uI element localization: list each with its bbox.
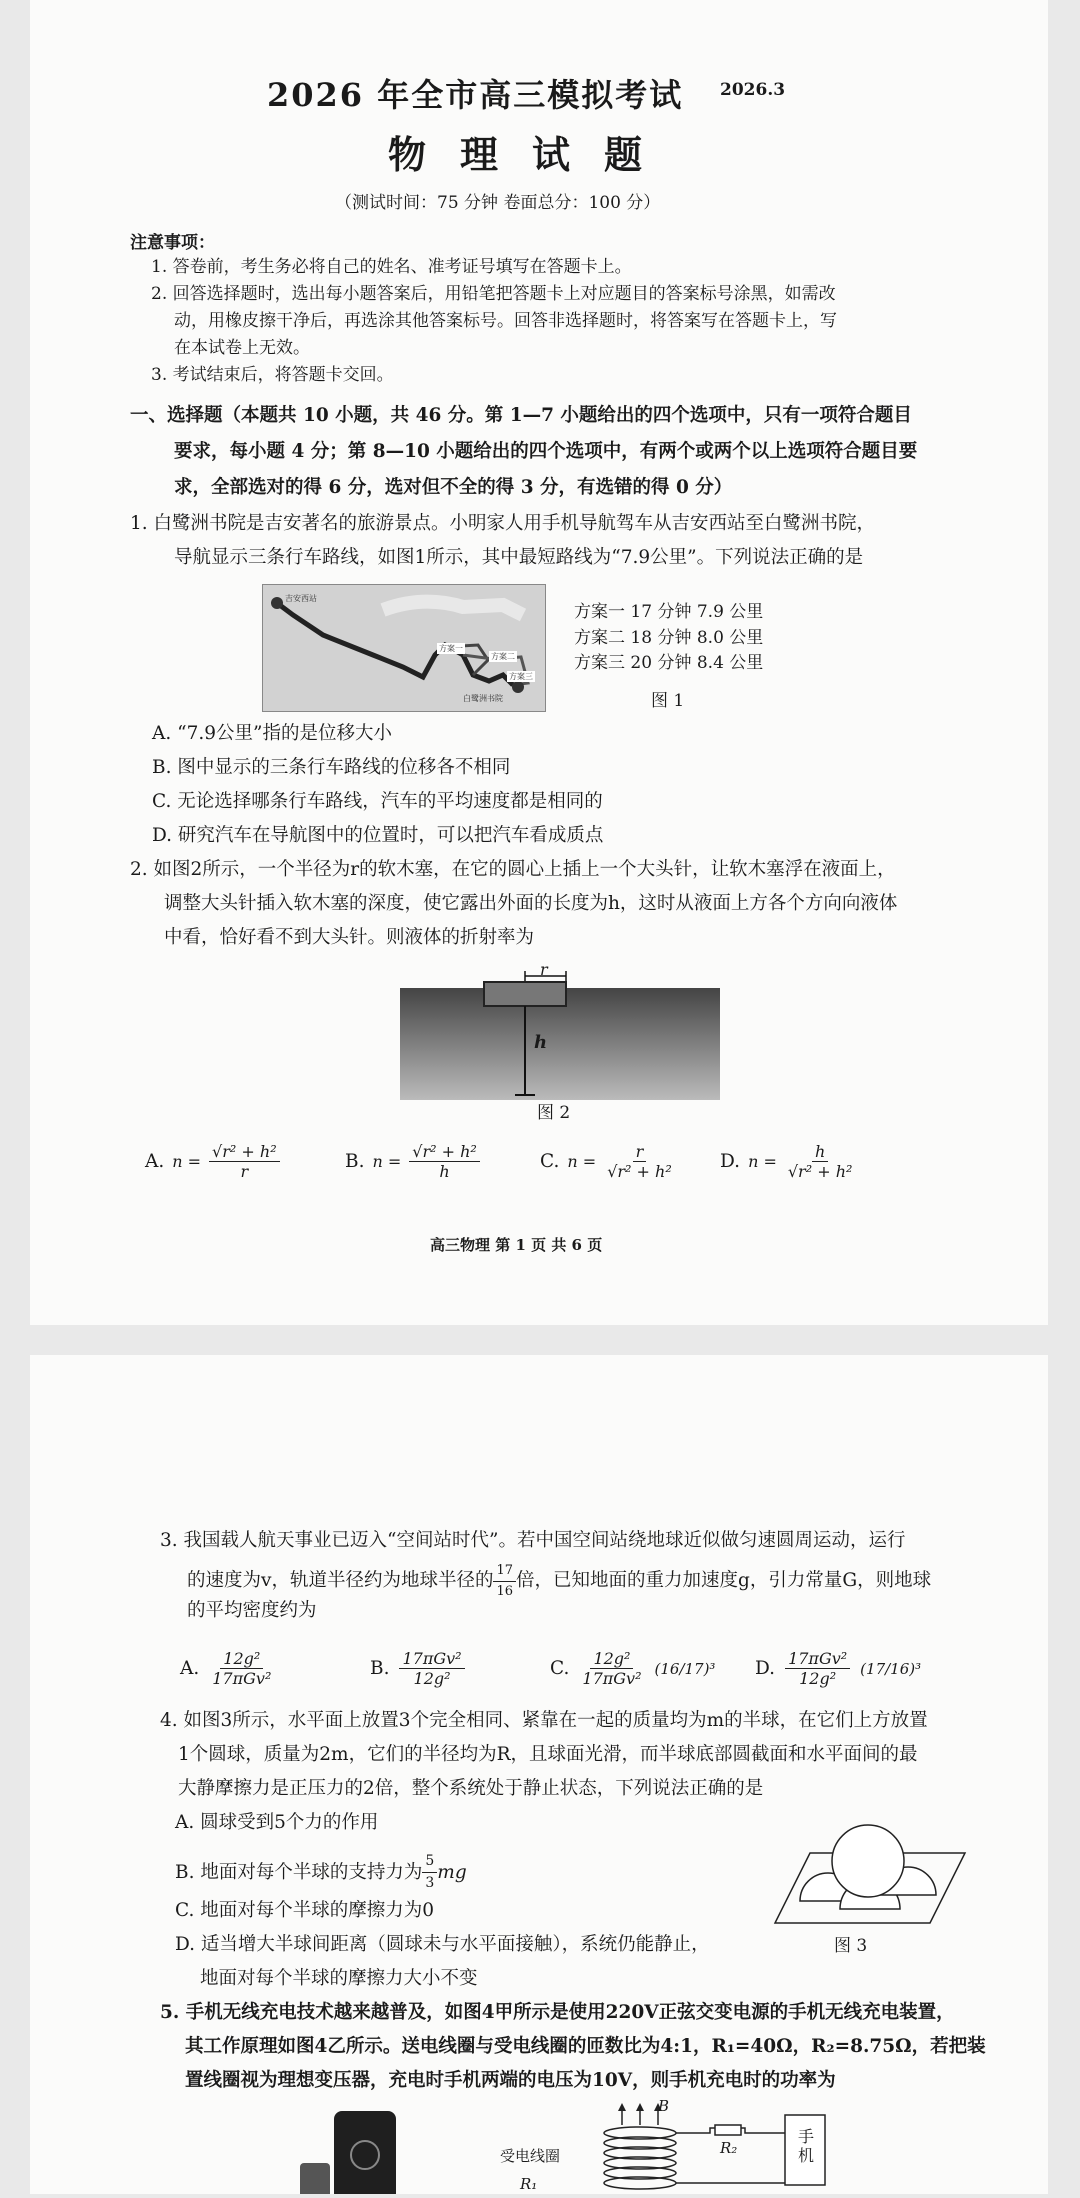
q1-option: C. 无论选择哪条行车路线，汽车的平均速度都是相同的 bbox=[152, 791, 603, 812]
charger-base bbox=[300, 2163, 330, 2194]
route-item: 方案三 20 分钟 8.4 公里 bbox=[574, 653, 764, 673]
map-label-plan1: 方案一 bbox=[439, 644, 463, 653]
figure-2-cork-diagram bbox=[400, 960, 720, 1100]
label-h: h bbox=[534, 1032, 548, 1053]
phone-image bbox=[334, 2111, 396, 2194]
label-R2: R₂ bbox=[720, 2139, 738, 2157]
page-footer: 高三物理 第 1 页 共 6 页 bbox=[430, 1236, 603, 1254]
section-heading-line: 一、选择题（本题共 10 小题，共 46 分。第 1—7 小题给出的四个选项中，只有一项符合题目 bbox=[130, 405, 912, 426]
label-phone: 手机 bbox=[798, 2127, 815, 2166]
q2-option-c: C. n = $\frac{r}{\text{√r² + h²}}$ bbox=[540, 1142, 672, 1181]
figure-2-caption: 图 2 bbox=[537, 1103, 571, 1123]
receiving-coil bbox=[604, 2127, 676, 2189]
exam-page-2 bbox=[30, 1355, 1048, 2194]
label-r: r bbox=[540, 960, 548, 979]
q3-option-c: C. $\frac{\text{12g²}}{\text{17πGv²}}$ (16/17)³ bbox=[550, 1649, 716, 1688]
q1-option: D. 研究汽车在导航图中的位置时，可以把汽车看成质点 bbox=[152, 825, 604, 846]
q2-stem-line: 调整大头针插入软木塞的深度，使它露出外面的长度为h，这时从液面上方各个方向向液体 bbox=[164, 893, 898, 914]
q3-stem-line-2: 的速度为v，轨道半径约为地球半径的 $\frac{17}{16}$ 倍，已知地面的重力加速度g，引力常量G，则地球 bbox=[187, 1561, 931, 1601]
figure-1-caption: 图 1 bbox=[651, 691, 685, 711]
note-line: 1. 答卷前，考生务必将自己的姓名、准考证号填写在答题卡上。 bbox=[151, 257, 632, 277]
figure-4a-phone-charger bbox=[290, 2103, 440, 2194]
figure-3-caption: 图 3 bbox=[834, 1936, 868, 1956]
figure-4b-circuit bbox=[500, 2097, 870, 2194]
route-item: 方案一 17 分钟 7.9 公里 bbox=[574, 602, 764, 622]
label-B: B bbox=[658, 2097, 670, 2115]
q2-stem-line: 中看，恰好看不到大头针。则液体的折射率为 bbox=[164, 927, 535, 948]
q4-option: D. 适当增大半球间距离（圆球未与水平面接触），系统仍能静止， bbox=[175, 1934, 710, 1955]
circuit-svg bbox=[510, 2103, 870, 2194]
q5-stem-line: 其工作原理如图4乙所示。送电线圈与受电线圈的匝数比为4:1，R₁=40Ω，R₂=8.75Ω，若把装 bbox=[185, 2036, 986, 2057]
start-marker bbox=[271, 597, 283, 609]
q5-stem-line: 置线圈视为理想变压器，充电时手机两端的电压为10V，则手机充电时的功率为 bbox=[185, 2070, 836, 2091]
label-coil: 受电线圈 bbox=[500, 2147, 561, 2165]
resistor-r2 bbox=[715, 2125, 741, 2135]
map-label-end: 白鹭洲书院 bbox=[463, 694, 503, 703]
note-line: 在本试卷上无效。 bbox=[174, 338, 310, 358]
q4-stem-line: 1个圆球，质量为2m，它们的半径均为R，且球面光滑，而半球底部圆截面和水平面间的最 bbox=[178, 1744, 918, 1765]
exam-date: 2026.3 bbox=[720, 80, 786, 100]
q1-option: B. 图中显示的三条行车路线的位移各不相同 bbox=[152, 757, 511, 778]
q1-stem-line: 导航显示三条行车路线，如图1所示，其中最短路线为“7.9公里”。下列说法正确的是 bbox=[174, 547, 864, 568]
label-R1: R₁ bbox=[520, 2175, 538, 2193]
q3-stem-line: 3. 我国载人航天事业已迈入“空间站时代”。若中国空间站绕地球近似做匀速圆周运动，运行 bbox=[160, 1530, 906, 1551]
q2-option-d: D. n = $\frac{h}{\text{√r² + h²}}$ bbox=[720, 1142, 853, 1181]
hemispheres-svg bbox=[770, 1813, 970, 1925]
route-list bbox=[574, 600, 763, 677]
q1-stem-line: 1. 白鹭洲书院是吉安著名的旅游景点。小明家人用手机导航驾车从吉安西站至白鹭洲书院， bbox=[130, 513, 876, 534]
q3-stem-line: 的平均密度约为 bbox=[187, 1600, 317, 1621]
q2-stem-line: 2. 如图2所示，一个半径为r的软木塞，在它的圆心上插上一个大头针，让软木塞浮在液面上， bbox=[130, 859, 896, 880]
navigation-map-figure bbox=[262, 584, 546, 712]
note-line: 3. 考试结束后，将答题卡交回。 bbox=[151, 365, 394, 385]
q3-option-a: A. $\frac{\text{12g²}}{\text{17πGv²}}$ bbox=[180, 1649, 272, 1688]
exam-title: 2026 年全市高三模拟考试 bbox=[267, 76, 684, 114]
q4-option: A. 圆球受到5个力的作用 bbox=[175, 1812, 379, 1833]
cork bbox=[484, 982, 566, 1006]
ball bbox=[832, 1825, 904, 1897]
q3-option-b: B. $\frac{\text{17πGv²}}{\text{12g²}}$ bbox=[370, 1649, 465, 1688]
q3-option-d: D. $\frac{\text{17πGv²}}{\text{12g²}}$ (17/16)³ bbox=[755, 1649, 922, 1688]
q4-stem-line: 4. 如图3所示，水平面上放置3个完全相同、紧靠在一起的质量均为m的半球，在它们上方放置 bbox=[160, 1710, 928, 1731]
exam-info: （测试时间：75 分钟 卷面总分：100 分） bbox=[335, 193, 661, 213]
end-marker bbox=[512, 681, 524, 693]
subject-title: 物理试题 bbox=[388, 132, 677, 177]
q4-stem-line: 大静摩擦力是正压力的2倍，整个系统处于静止状态，下列说法正确的是 bbox=[178, 1778, 764, 1799]
map-label-plan2: 方案二 bbox=[491, 652, 515, 661]
notes-heading: 注意事项： bbox=[130, 233, 215, 253]
figure-3-hemispheres bbox=[770, 1813, 970, 1925]
q3-ratio-fraction: $\frac{17}{16}$ bbox=[493, 1561, 516, 1601]
exam-page-1 bbox=[30, 0, 1048, 1325]
q2-option-b: B. n = $\frac{\text{√r² + h²}}{h}$ bbox=[345, 1142, 480, 1181]
q1-option: A. “7.9公里”指的是位移大小 bbox=[152, 723, 392, 744]
note-line: 2. 回答选择题时，选出每小题答案后，用铅笔把答题卡上对应题目的答案标号涂黑，如需改 bbox=[151, 284, 836, 304]
section-heading-line: 要求，每小题 4 分；第 8—10 小题给出的四个选项中，有两个或两个以上选项符合题目要 bbox=[174, 441, 918, 462]
q4-option-b: B. 地面对每个半球的支持力为 $\frac{5}{3}$ mg bbox=[175, 1853, 467, 1891]
q2-option-a: A. n = $\frac{\text{√r² + h²}}{r}$ bbox=[145, 1142, 280, 1181]
cork-liquid-svg bbox=[400, 970, 720, 1100]
route-item: 方案二 18 分钟 8.0 公里 bbox=[574, 627, 764, 648]
section-heading-line: 求，全部选对的得 6 分，选对但不全的得 3 分，有选错的得 0 分） bbox=[174, 477, 733, 498]
phone-charger-svg bbox=[290, 2103, 440, 2194]
note-line: 动，用橡皮擦干净后，再选涂其他答案标号。回答非选择题时，将答案写在答题卡上，写 bbox=[174, 311, 837, 331]
map-label-plan3: 方案三 bbox=[509, 672, 533, 681]
q5-stem-line: 5. 手机无线充电技术越来越普及，如图4甲所示是使用220V正弦交变电源的手机无线充电装置， bbox=[160, 2002, 955, 2023]
map-label-start: 吉安西站 bbox=[285, 594, 317, 603]
q4-option-continued: 地面对每个半球的摩擦力大小不变 bbox=[200, 1968, 478, 1989]
q4-option: C. 地面对每个半球的摩擦力为0 bbox=[175, 1900, 435, 1921]
